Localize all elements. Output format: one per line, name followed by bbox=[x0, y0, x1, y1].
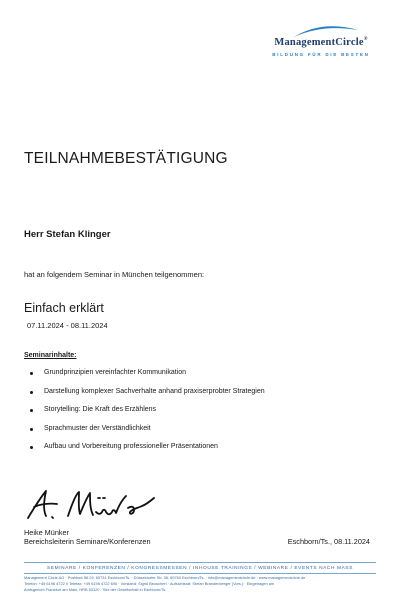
list-item-text: Darstellung komplexer Sachverhalte anhand praxiserprobter Strategien bbox=[44, 387, 265, 395]
bullet-icon bbox=[30, 372, 33, 375]
signer-name: Heike Münker bbox=[24, 528, 70, 537]
footer-divider-top bbox=[24, 562, 376, 563]
list-item bbox=[28, 425, 265, 444]
logo-registered-mark: ® bbox=[363, 37, 368, 42]
participant-name: Herr Stefan Klinger bbox=[24, 229, 111, 240]
bullet-icon bbox=[30, 409, 33, 412]
bullet-icon bbox=[30, 446, 33, 449]
logo-name-main: Management bbox=[274, 37, 336, 48]
list-item-text: Storytelling: Die Kraft des Erzählens bbox=[44, 406, 157, 414]
intro-text: hat an folgendem Seminar in München teilgenommen: bbox=[24, 270, 205, 279]
bullet-icon bbox=[30, 391, 33, 394]
logo-tagline: BILDUNG FÜR DIE BESTEN bbox=[272, 52, 370, 57]
list-item bbox=[28, 443, 265, 462]
handwritten-signature bbox=[24, 486, 164, 526]
signer-role: Bereichsleiterin Seminare/Konferenzen bbox=[24, 537, 151, 547]
management-circle-logo bbox=[262, 22, 380, 66]
footer-divider-bottom bbox=[24, 573, 376, 574]
signer-block bbox=[24, 528, 151, 547]
logo-wordmark bbox=[262, 37, 380, 48]
bullet-icon bbox=[30, 428, 33, 431]
list-item bbox=[28, 406, 265, 425]
list-item bbox=[28, 369, 265, 388]
footer-contact-line: Telefon: +49 6196 4722 0 Telefax: +49 6196 4722 606 · Vorstand: Sigrid Beuschert · Aufsichtsrat: Stefan Brandenberger (Vors.) · Eingetragen am bbox=[24, 581, 275, 586]
seminar-dates: 07.11.2024 - 08.11.2024 bbox=[27, 321, 108, 330]
footer-register-line: Amtsgericht Frankfurt am Main, HRB 53120 · Sitz der Gesellschaft in Eschborn/Ts. bbox=[24, 587, 167, 592]
place-date: Eschborn/Ts., 08.11.2024 bbox=[287, 537, 370, 546]
certificate-title: TEILNAHMEBESTÄTIGUNG bbox=[24, 150, 228, 167]
logo-name-accent: Circle bbox=[335, 37, 364, 48]
logo-swoosh-icon bbox=[292, 22, 360, 38]
footer-services: SEMINARE / KONFERENZEN / KONGRESSMESSEN / INHOUSE TRAININGS / WEBINARE / EVENTS NACH MASS bbox=[47, 566, 353, 571]
list-item-text: Aufbau und Vorbereitung professioneller Präsentationen bbox=[44, 443, 218, 451]
contents-heading: Seminarinhalte: bbox=[24, 352, 77, 359]
seminar-title: Einfach erklärt bbox=[24, 301, 104, 315]
list-item-text: Sprachmuster der Verständlichkeit bbox=[44, 424, 151, 432]
list-item bbox=[28, 388, 265, 407]
footer-address-line: Management Circle AG · Postfach 56 29, 65731 Eschborn/Ts. · Düsseldorfer Str. 36, 65760 Eschborn/Ts. · info@managementcircle.de · www.managementcircle.de bbox=[24, 575, 306, 580]
list-item-text: Grundprinzipien vereinfachter Kommunikation bbox=[44, 369, 187, 376]
contents-list bbox=[28, 369, 265, 462]
